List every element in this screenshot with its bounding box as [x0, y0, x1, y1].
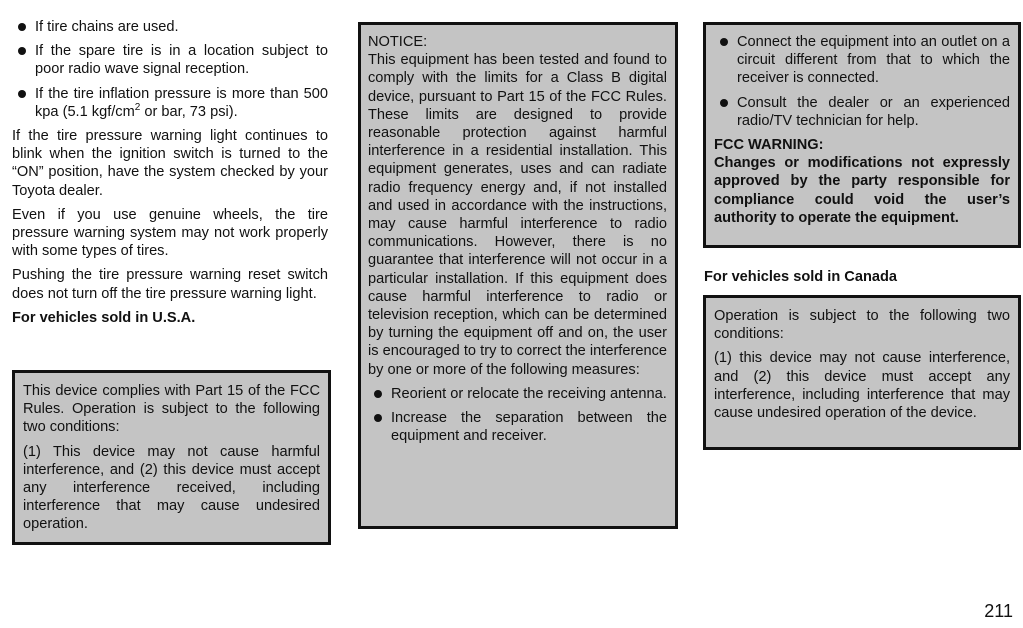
usa-box-text-1: This device complies with Part 15 of the FCC Rules. Operation is subject to the following two conditions:	[23, 383, 320, 436]
paragraph-reset-switch: Pushing the tire pressure warning reset switch does not turn off the tire pressure warning light.	[12, 267, 328, 302]
bullet-connect-outlet: Connect the equipment into an outlet on a circuit different from that to which the receiver is connected.	[714, 33, 1010, 88]
paragraph-genuine-wheels: Even if you use genuine wheels, the tire pressure warning system may not work properly with some types of tires.	[12, 206, 328, 260]
usa-box-text-2: (1) This device may not cause harmful interference, and (2) this device must accept any interference received, including interference that may cause undesired operation.	[23, 443, 320, 533]
canada-box-text-2: (1) this device may not cause interference, and (2) this device must accept any interference, including interference that may cause undesired operation of the device.	[714, 350, 1010, 422]
canada-heading: For vehicles sold in Canada	[704, 269, 898, 285]
fcc-warning-box	[703, 22, 1021, 248]
pressure-text-b: or bar, 73 psi).	[140, 103, 238, 120]
pressure-text-a: If the tire inflation pressure is more than 500 kpa (5.1 kgf/cm	[35, 85, 328, 120]
left-column	[12, 18, 328, 327]
bullet-increase-separation: Increase the separation between the equipment and receiver.	[368, 409, 667, 445]
notice-text: This equipment has been tested and found to comply with the limits for a Class B digital device, pursuant to Part 15 of the FCC Rules. These limits are designed to provide reasonable protection against harmful interference in a residential installation. This equipment generates, uses and can radiate radio frequency energy and, if not installed and used in accordance with the instructions, may cause harmful interference to radio communications. However, there is no guarantee that interference will not occur in a particular installation. If this equipment does cause harmful interference to radio or television reception, which can be determined by turning the equipment off and on, the user is encouraged to try to correct the interference by one or more of the following measures:	[368, 52, 667, 378]
notice-label: NOTICE:	[368, 34, 428, 50]
notice-box	[358, 22, 678, 529]
usa-heading: For vehicles sold in U.S.A.	[12, 309, 196, 326]
page-number: 211	[984, 600, 1013, 621]
canada-box-text-1: Operation is subject to the following two conditions:	[714, 308, 1010, 343]
bullet-spare-tire: If the spare tire is in a location subject to poor radio wave signal reception.	[12, 42, 328, 78]
bullet-consult-dealer: Consult the dealer or an experienced radio/TV technician for help.	[714, 94, 1010, 130]
bullet-reorient-antenna: Reorient or relocate the receiving antenna.	[368, 385, 667, 403]
paragraph-warning-light: If the tire pressure warning light continues to blink when the ignition switch is turned to the “ON” position, have the system checked by your Toyota dealer.	[12, 128, 328, 199]
fcc-warning-text: Changes or modifications not expressly approved by the party responsible for compliance could void the user’s authority to operate the equipment.	[714, 155, 1010, 226]
usa-fcc-box	[12, 370, 331, 545]
canada-box	[703, 295, 1021, 450]
pressure-superscript: 2	[134, 101, 141, 113]
fcc-warning-title: FCC WARNING:	[714, 137, 824, 154]
bullet-tire-chains: If tire chains are used.	[12, 18, 328, 36]
bullet-inflation-pressure	[12, 85, 328, 121]
